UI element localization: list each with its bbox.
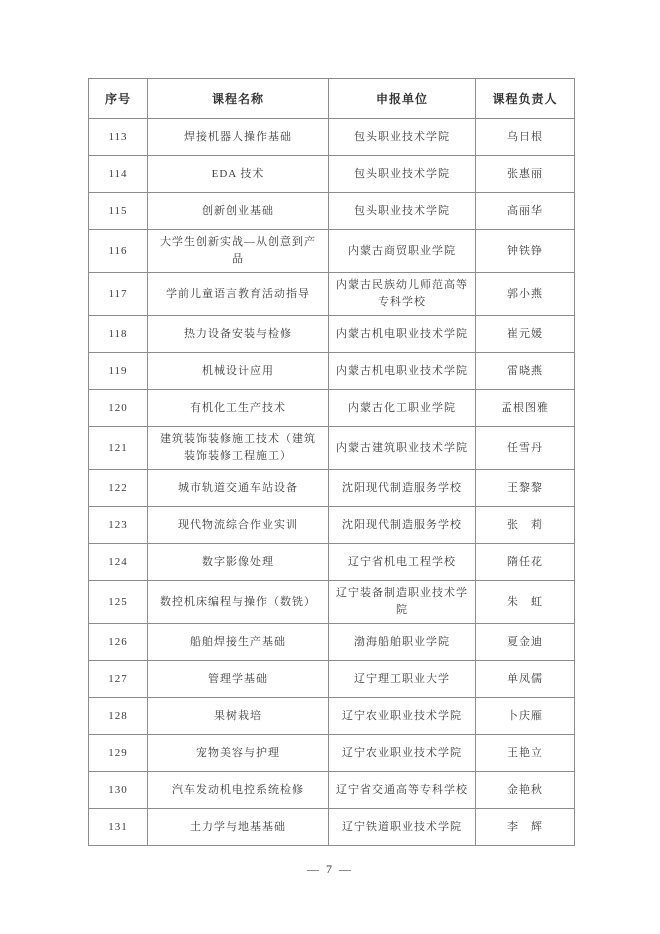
table-row bbox=[89, 661, 575, 698]
table-row bbox=[89, 353, 575, 390]
cell-declaring-unit: 包头职业技术学院 bbox=[329, 156, 476, 193]
cell-course-leader: 王黎黎 bbox=[476, 470, 575, 507]
cell-course-name: 管理学基础 bbox=[148, 661, 329, 698]
table-row bbox=[89, 316, 575, 353]
header-cell-leader: 课程负责人 bbox=[476, 79, 575, 119]
cell-index: 131 bbox=[89, 809, 148, 846]
cell-course-leader: 朱 虹 bbox=[476, 581, 575, 624]
cell-declaring-unit: 内蒙古商贸职业学院 bbox=[329, 230, 476, 273]
cell-course-name: 船舶焊接生产基础 bbox=[148, 624, 329, 661]
cell-course-leader: 郭小燕 bbox=[476, 273, 575, 316]
cell-index: 120 bbox=[89, 390, 148, 427]
page-number: — 7 — bbox=[307, 862, 353, 876]
cell-declaring-unit: 内蒙古建筑职业技术学院 bbox=[329, 427, 476, 470]
cell-course-leader: 王艳立 bbox=[476, 735, 575, 772]
cell-course-leader: 夏金迪 bbox=[476, 624, 575, 661]
cell-index: 121 bbox=[89, 427, 148, 470]
table-row bbox=[89, 544, 575, 581]
cell-index: 127 bbox=[89, 661, 148, 698]
cell-course-leader: 金艳秋 bbox=[476, 772, 575, 809]
cell-declaring-unit: 内蒙古民族幼儿师范高等专科学校 bbox=[329, 273, 476, 316]
table-row bbox=[89, 119, 575, 156]
cell-index: 116 bbox=[89, 230, 148, 273]
cell-course-name: 数控机床编程与操作（数铣） bbox=[148, 581, 329, 624]
table-row bbox=[89, 698, 575, 735]
table-row bbox=[89, 772, 575, 809]
table-row bbox=[89, 507, 575, 544]
cell-course-leader: 崔元媛 bbox=[476, 316, 575, 353]
cell-index: 122 bbox=[89, 470, 148, 507]
cell-course-leader: 钟铁铮 bbox=[476, 230, 575, 273]
cell-declaring-unit: 辽宁农业职业技术学院 bbox=[329, 698, 476, 735]
table-row bbox=[89, 427, 575, 470]
header-cell-index: 序号 bbox=[89, 79, 148, 119]
cell-course-name: 果树栽培 bbox=[148, 698, 329, 735]
table-row bbox=[89, 156, 575, 193]
table-row bbox=[89, 470, 575, 507]
cell-declaring-unit: 渤海船舶职业学院 bbox=[329, 624, 476, 661]
cell-course-leader: 卜庆雁 bbox=[476, 698, 575, 735]
cell-course-name: 数字影像处理 bbox=[148, 544, 329, 581]
cell-declaring-unit: 内蒙古化工职业学院 bbox=[329, 390, 476, 427]
table-body bbox=[89, 119, 575, 846]
cell-declaring-unit: 沈阳现代制造服务学校 bbox=[329, 507, 476, 544]
course-table bbox=[88, 78, 575, 846]
cell-index: 128 bbox=[89, 698, 148, 735]
cell-course-name: EDA 技术 bbox=[148, 156, 329, 193]
cell-course-name: 汽车发动机电控系统检修 bbox=[148, 772, 329, 809]
cell-index: 130 bbox=[89, 772, 148, 809]
cell-index: 123 bbox=[89, 507, 148, 544]
cell-declaring-unit: 内蒙古机电职业技术学院 bbox=[329, 353, 476, 390]
cell-declaring-unit: 辽宁铁道职业技术学院 bbox=[329, 809, 476, 846]
cell-course-leader: 孟根图雅 bbox=[476, 390, 575, 427]
header-cell-unit: 申报单位 bbox=[329, 79, 476, 119]
cell-index: 126 bbox=[89, 624, 148, 661]
cell-declaring-unit: 辽宁装备制造职业技术学院 bbox=[329, 581, 476, 624]
cell-declaring-unit: 辽宁理工职业大学 bbox=[329, 661, 476, 698]
cell-course-name: 有机化工生产技术 bbox=[148, 390, 329, 427]
cell-index: 118 bbox=[89, 316, 148, 353]
cell-course-leader: 高丽华 bbox=[476, 193, 575, 230]
cell-course-leader: 张 莉 bbox=[476, 507, 575, 544]
cell-course-leader: 张惠丽 bbox=[476, 156, 575, 193]
cell-declaring-unit: 沈阳现代制造服务学校 bbox=[329, 470, 476, 507]
table-row bbox=[89, 735, 575, 772]
cell-index: 117 bbox=[89, 273, 148, 316]
cell-course-name: 宠物美容与护理 bbox=[148, 735, 329, 772]
cell-index: 129 bbox=[89, 735, 148, 772]
cell-declaring-unit: 辽宁农业职业技术学院 bbox=[329, 735, 476, 772]
cell-course-name: 现代物流综合作业实训 bbox=[148, 507, 329, 544]
cell-index: 114 bbox=[89, 156, 148, 193]
table-row bbox=[89, 230, 575, 273]
table-row bbox=[89, 581, 575, 624]
cell-declaring-unit: 包头职业技术学院 bbox=[329, 119, 476, 156]
cell-course-leader: 雷晓燕 bbox=[476, 353, 575, 390]
cell-declaring-unit: 辽宁省机电工程学校 bbox=[329, 544, 476, 581]
cell-course-leader: 隋任花 bbox=[476, 544, 575, 581]
cell-course-leader: 任雪丹 bbox=[476, 427, 575, 470]
table-row bbox=[89, 193, 575, 230]
cell-course-name: 焊接机器人操作基础 bbox=[148, 119, 329, 156]
cell-declaring-unit: 包头职业技术学院 bbox=[329, 193, 476, 230]
cell-course-name: 土力学与地基基础 bbox=[148, 809, 329, 846]
table-header-row bbox=[89, 79, 575, 119]
table-row bbox=[89, 390, 575, 427]
cell-course-leader: 单凤儒 bbox=[476, 661, 575, 698]
cell-index: 119 bbox=[89, 353, 148, 390]
cell-course-name: 热力设备安装与检修 bbox=[148, 316, 329, 353]
cell-course-name: 建筑装饰装修施工技术（建筑装饰装修工程施工） bbox=[148, 427, 329, 470]
cell-declaring-unit: 辽宁省交通高等专科学校 bbox=[329, 772, 476, 809]
cell-course-leader: 乌日根 bbox=[476, 119, 575, 156]
cell-index: 115 bbox=[89, 193, 148, 230]
table-row bbox=[89, 809, 575, 846]
header-cell-course: 课程名称 bbox=[148, 79, 329, 119]
cell-course-leader: 李 辉 bbox=[476, 809, 575, 846]
cell-course-name: 创新创业基础 bbox=[148, 193, 329, 230]
table-row bbox=[89, 624, 575, 661]
table-row bbox=[89, 273, 575, 316]
cell-course-name: 城市轨道交通车站设备 bbox=[148, 470, 329, 507]
cell-index: 125 bbox=[89, 581, 148, 624]
cell-index: 124 bbox=[89, 544, 148, 581]
cell-declaring-unit: 内蒙古机电职业技术学院 bbox=[329, 316, 476, 353]
cell-course-name: 学前儿童语言教育活动指导 bbox=[148, 273, 329, 316]
cell-index: 113 bbox=[89, 119, 148, 156]
cell-course-name: 机械设计应用 bbox=[148, 353, 329, 390]
cell-course-name: 大学生创新实战—从创意到产品 bbox=[148, 230, 329, 273]
